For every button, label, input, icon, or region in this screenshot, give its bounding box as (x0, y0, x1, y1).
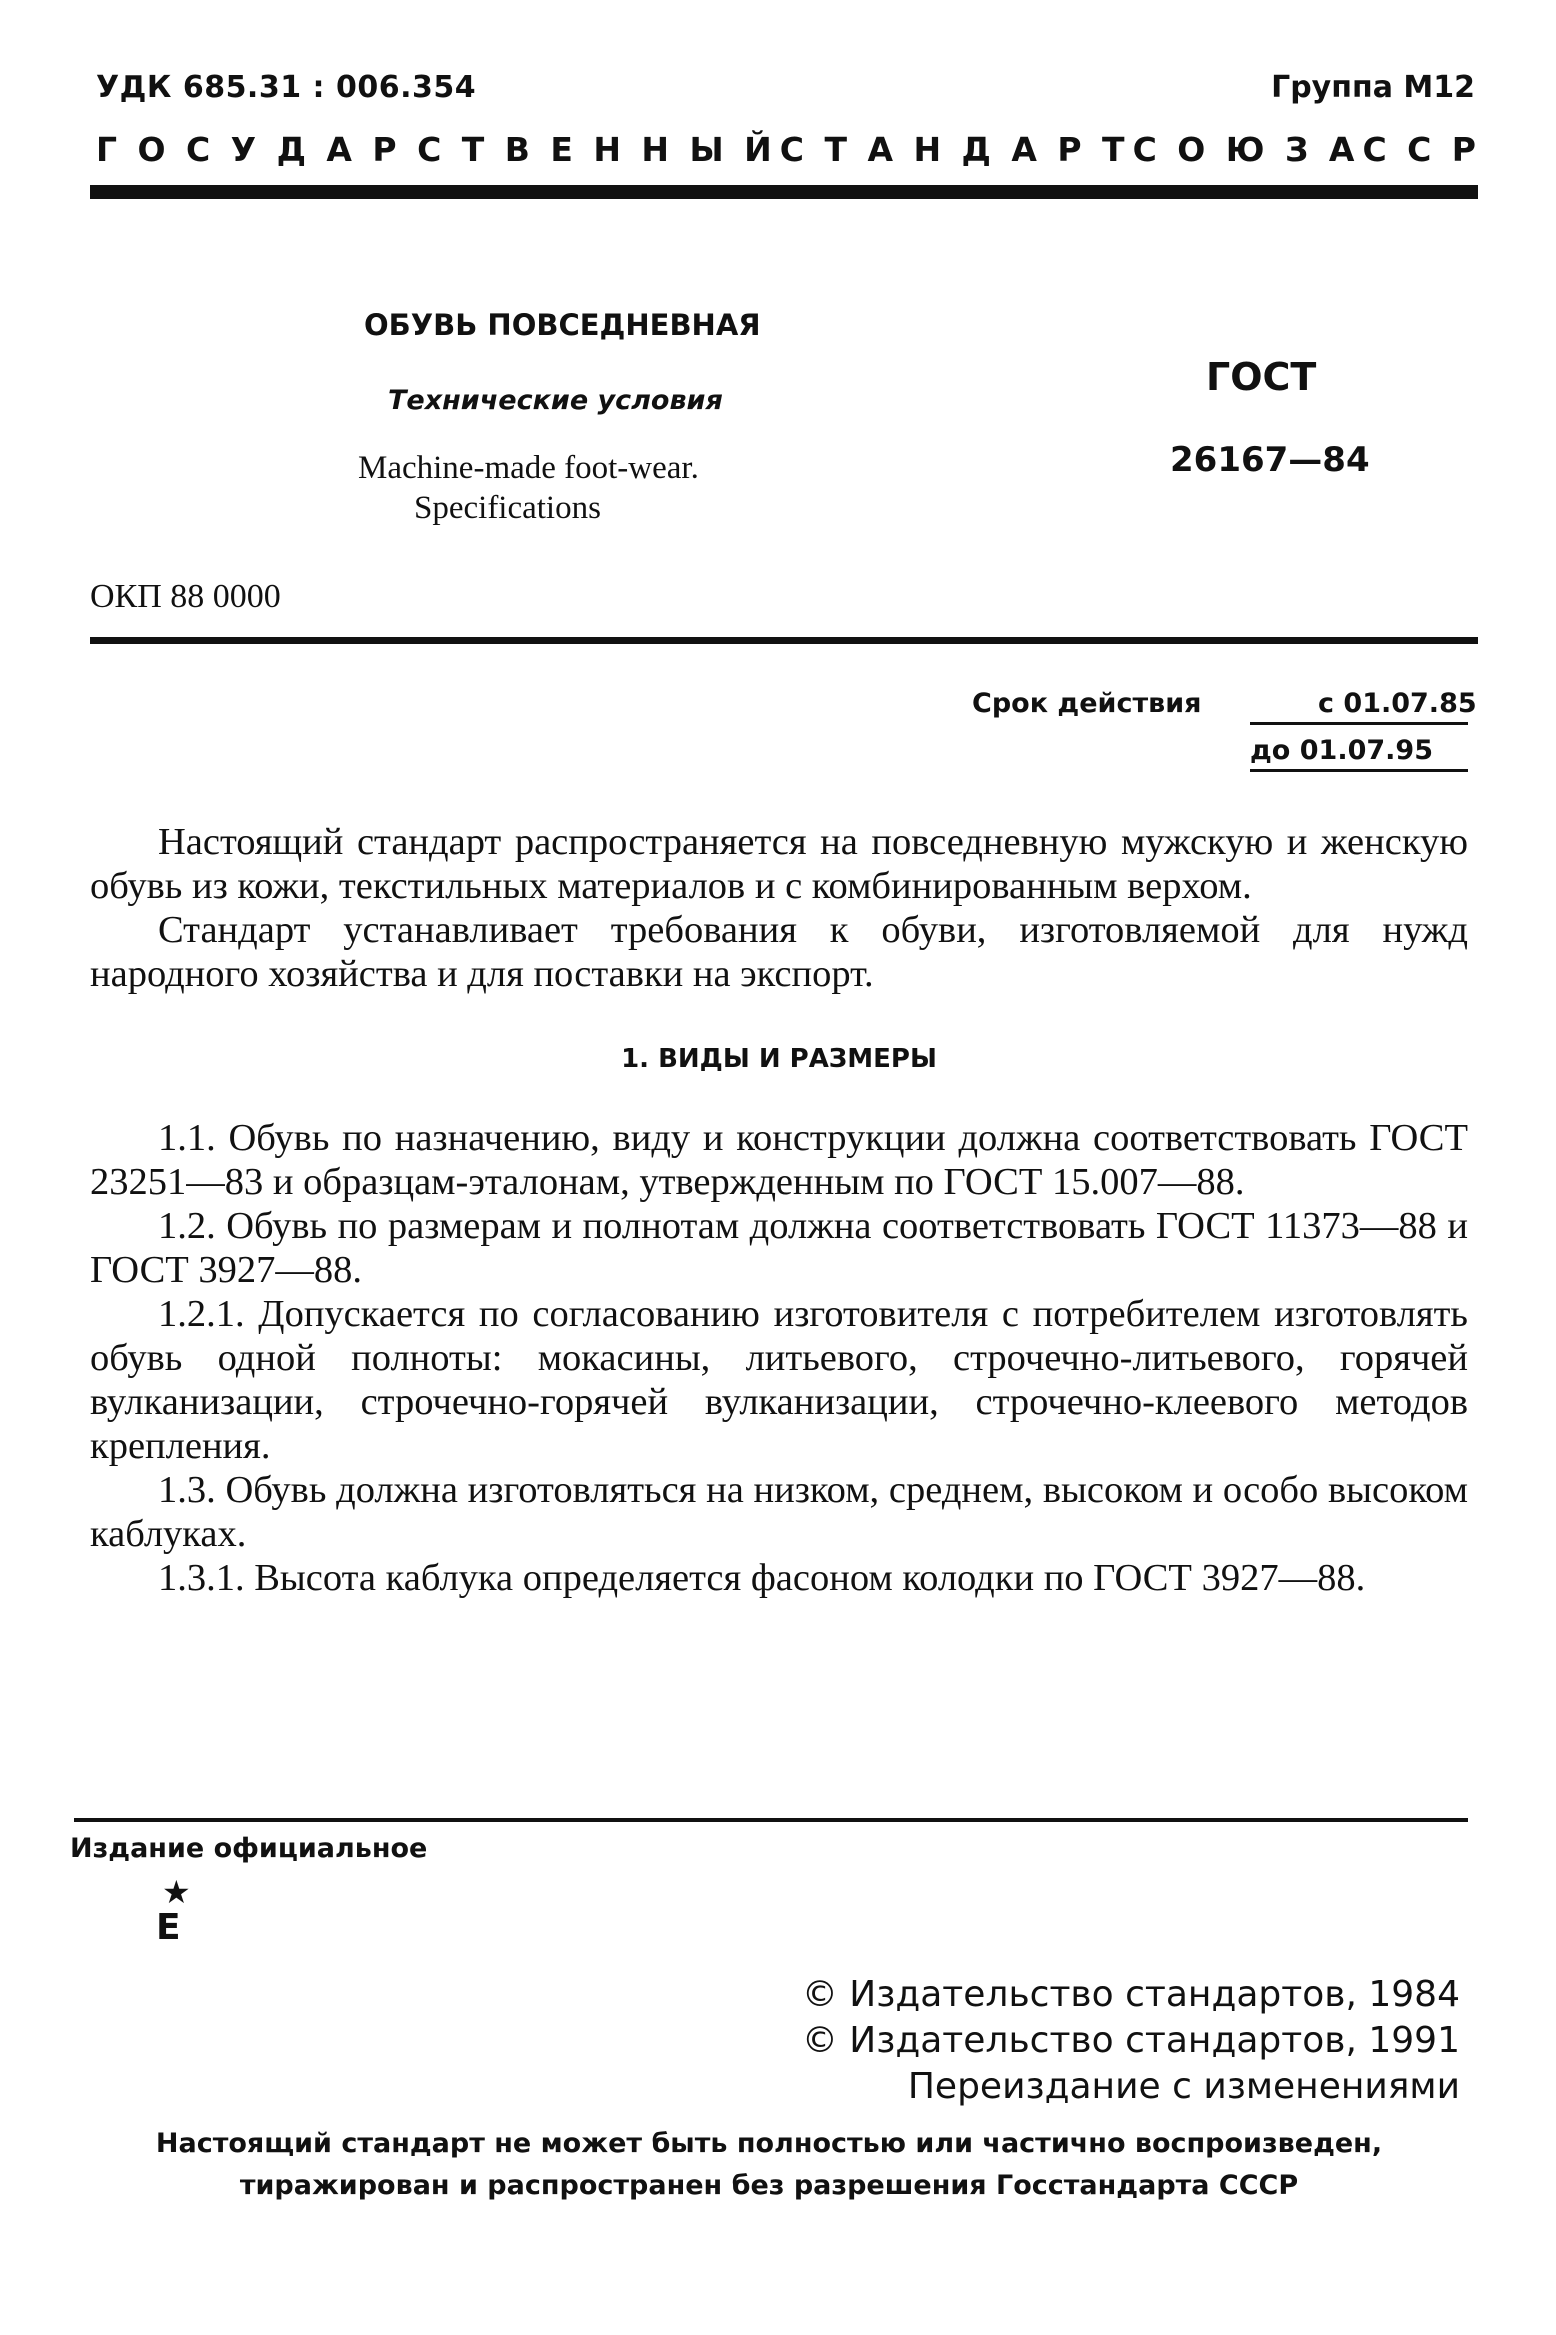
reissue-note: Переиздание с изменениями (907, 2066, 1460, 2107)
banner-letter: С (186, 130, 211, 169)
banner-letter: Н (641, 130, 670, 169)
clause-paragraph: 1.2. Обувь по размерам и полнотам должна соответствовать ГОСТ 11373—88 и ГОСТ 3927—88. (90, 1205, 1468, 1291)
banner-letter: А (1328, 130, 1355, 169)
banner-word (1362, 130, 1476, 169)
banner-letter: Е (550, 130, 573, 169)
validity-underline (1250, 722, 1468, 725)
banner-letter: Й (744, 130, 772, 169)
group-code: Группа М12 (1271, 70, 1475, 105)
udk-code: УДК 685.31 : 006.354 (96, 70, 477, 105)
intro-paragraph: Настоящий стандарт распространяется на повседневную мужскую и женскую обувь из кожи, текстильных материалов и с комбинированным верхом. (90, 821, 1468, 907)
banner-letter: О (137, 130, 166, 169)
banner-letter: Г (96, 130, 118, 169)
banner-letter: А (867, 130, 893, 169)
banner-letter: С (779, 130, 805, 169)
banner-letter: А (1011, 130, 1037, 169)
document-body (90, 820, 1468, 1600)
state-standard-banner (96, 130, 1476, 169)
document-subtitle: Технические условия (388, 385, 723, 416)
banner-letter: Ы (689, 130, 724, 169)
banner-letter: Р (372, 130, 397, 169)
validity-label: Срок действия (972, 688, 1202, 719)
banner-letter: В (504, 130, 530, 169)
banner-letter: Н (913, 130, 942, 169)
banner-letter: С (1407, 130, 1432, 169)
banner-letter: А (326, 130, 352, 169)
reproduction-notice-line-2: тиражирован и распространен без разрешения Госстандарта СССР (239, 2170, 1299, 2201)
banner-word (780, 130, 1125, 169)
section-heading: 1. ВИДЫ И РАЗМЕРЫ (621, 1044, 937, 1074)
title-rule (90, 637, 1478, 644)
banner-letter: С (1132, 130, 1157, 169)
gost-label: ГОСТ (1206, 355, 1317, 399)
okp-code: ОКП 88 0000 (90, 578, 281, 615)
english-title-line-2: Specifications (414, 490, 601, 526)
banner-word (96, 130, 772, 169)
valid-to-date: до 01.07.95 (1250, 735, 1433, 766)
banner-letter: Н (593, 130, 621, 169)
banner-letter: Д (961, 130, 991, 169)
header-rule (90, 185, 1478, 199)
official-edition-label: Издание официальное (70, 1833, 428, 1864)
gost-number: 26167—84 (1170, 440, 1370, 480)
banner-letter: З (1284, 130, 1309, 169)
clause-paragraph: 1.2.1. Допускается по согласованию изготовителя с потребителем изготовлять обувь одной полноты: мокасины, литьевого, строчечно-литьевого, горячей вулканизации, строчечно-горячей вулканизации, строчечно-клеевого методов крепления. (90, 1293, 1468, 1467)
clause-paragraph: 1.1. Обувь по назначению, виду и конструкции должна соответствовать ГОСТ 23251—83 и образцам-эталонам, утвержденным по ГОСТ 15.007—88. (90, 1117, 1468, 1203)
banner-letter: Д (276, 130, 306, 169)
banner-letter: О (1177, 130, 1206, 169)
banner-letter: Т (1102, 130, 1125, 169)
banner-letter: Т (461, 130, 485, 169)
banner-letter: Ю (1225, 130, 1265, 169)
star-icon: ★ (162, 1873, 191, 1911)
copyright-1984: © Издательство стандартов, 1984 (801, 1974, 1460, 2015)
document-title: ОБУВЬ ПОВСЕДНЕВНАЯ (364, 308, 761, 342)
banner-letter: Т (824, 130, 847, 169)
copyright-1991: © Издательство стандартов, 1991 (801, 2020, 1460, 2061)
intro-paragraph: Стандарт устанавливает требования к обуви, изготовляемой для нужд народного хозяйства и для поставки на экспорт. (90, 909, 1468, 995)
clause-paragraph: 1.3. Обувь должна изготовляться на низком, среднем, высоком и особо высоком каблуках. (90, 1469, 1468, 1555)
english-title-line-1: Machine-made foot-wear. (358, 450, 699, 486)
validity-underline (1250, 769, 1468, 772)
banner-letter: Р (1451, 130, 1476, 169)
clause-paragraph: 1.3.1. Высота каблука определяется фасоном колодки по ГОСТ 3927—88. (158, 1557, 1366, 1599)
banner-letter: У (230, 130, 257, 169)
quality-mark: Е (156, 1907, 181, 1948)
footer-rule (74, 1818, 1468, 1822)
banner-word (1133, 130, 1355, 169)
banner-letter: С (417, 130, 442, 169)
banner-letter: С (1362, 130, 1387, 169)
reproduction-notice-line-1: Настоящий стандарт не может быть полностью или частично воспроизведен, (155, 2128, 1383, 2159)
valid-from-date: с 01.07.85 (1318, 688, 1477, 719)
banner-letter: Р (1057, 130, 1082, 169)
